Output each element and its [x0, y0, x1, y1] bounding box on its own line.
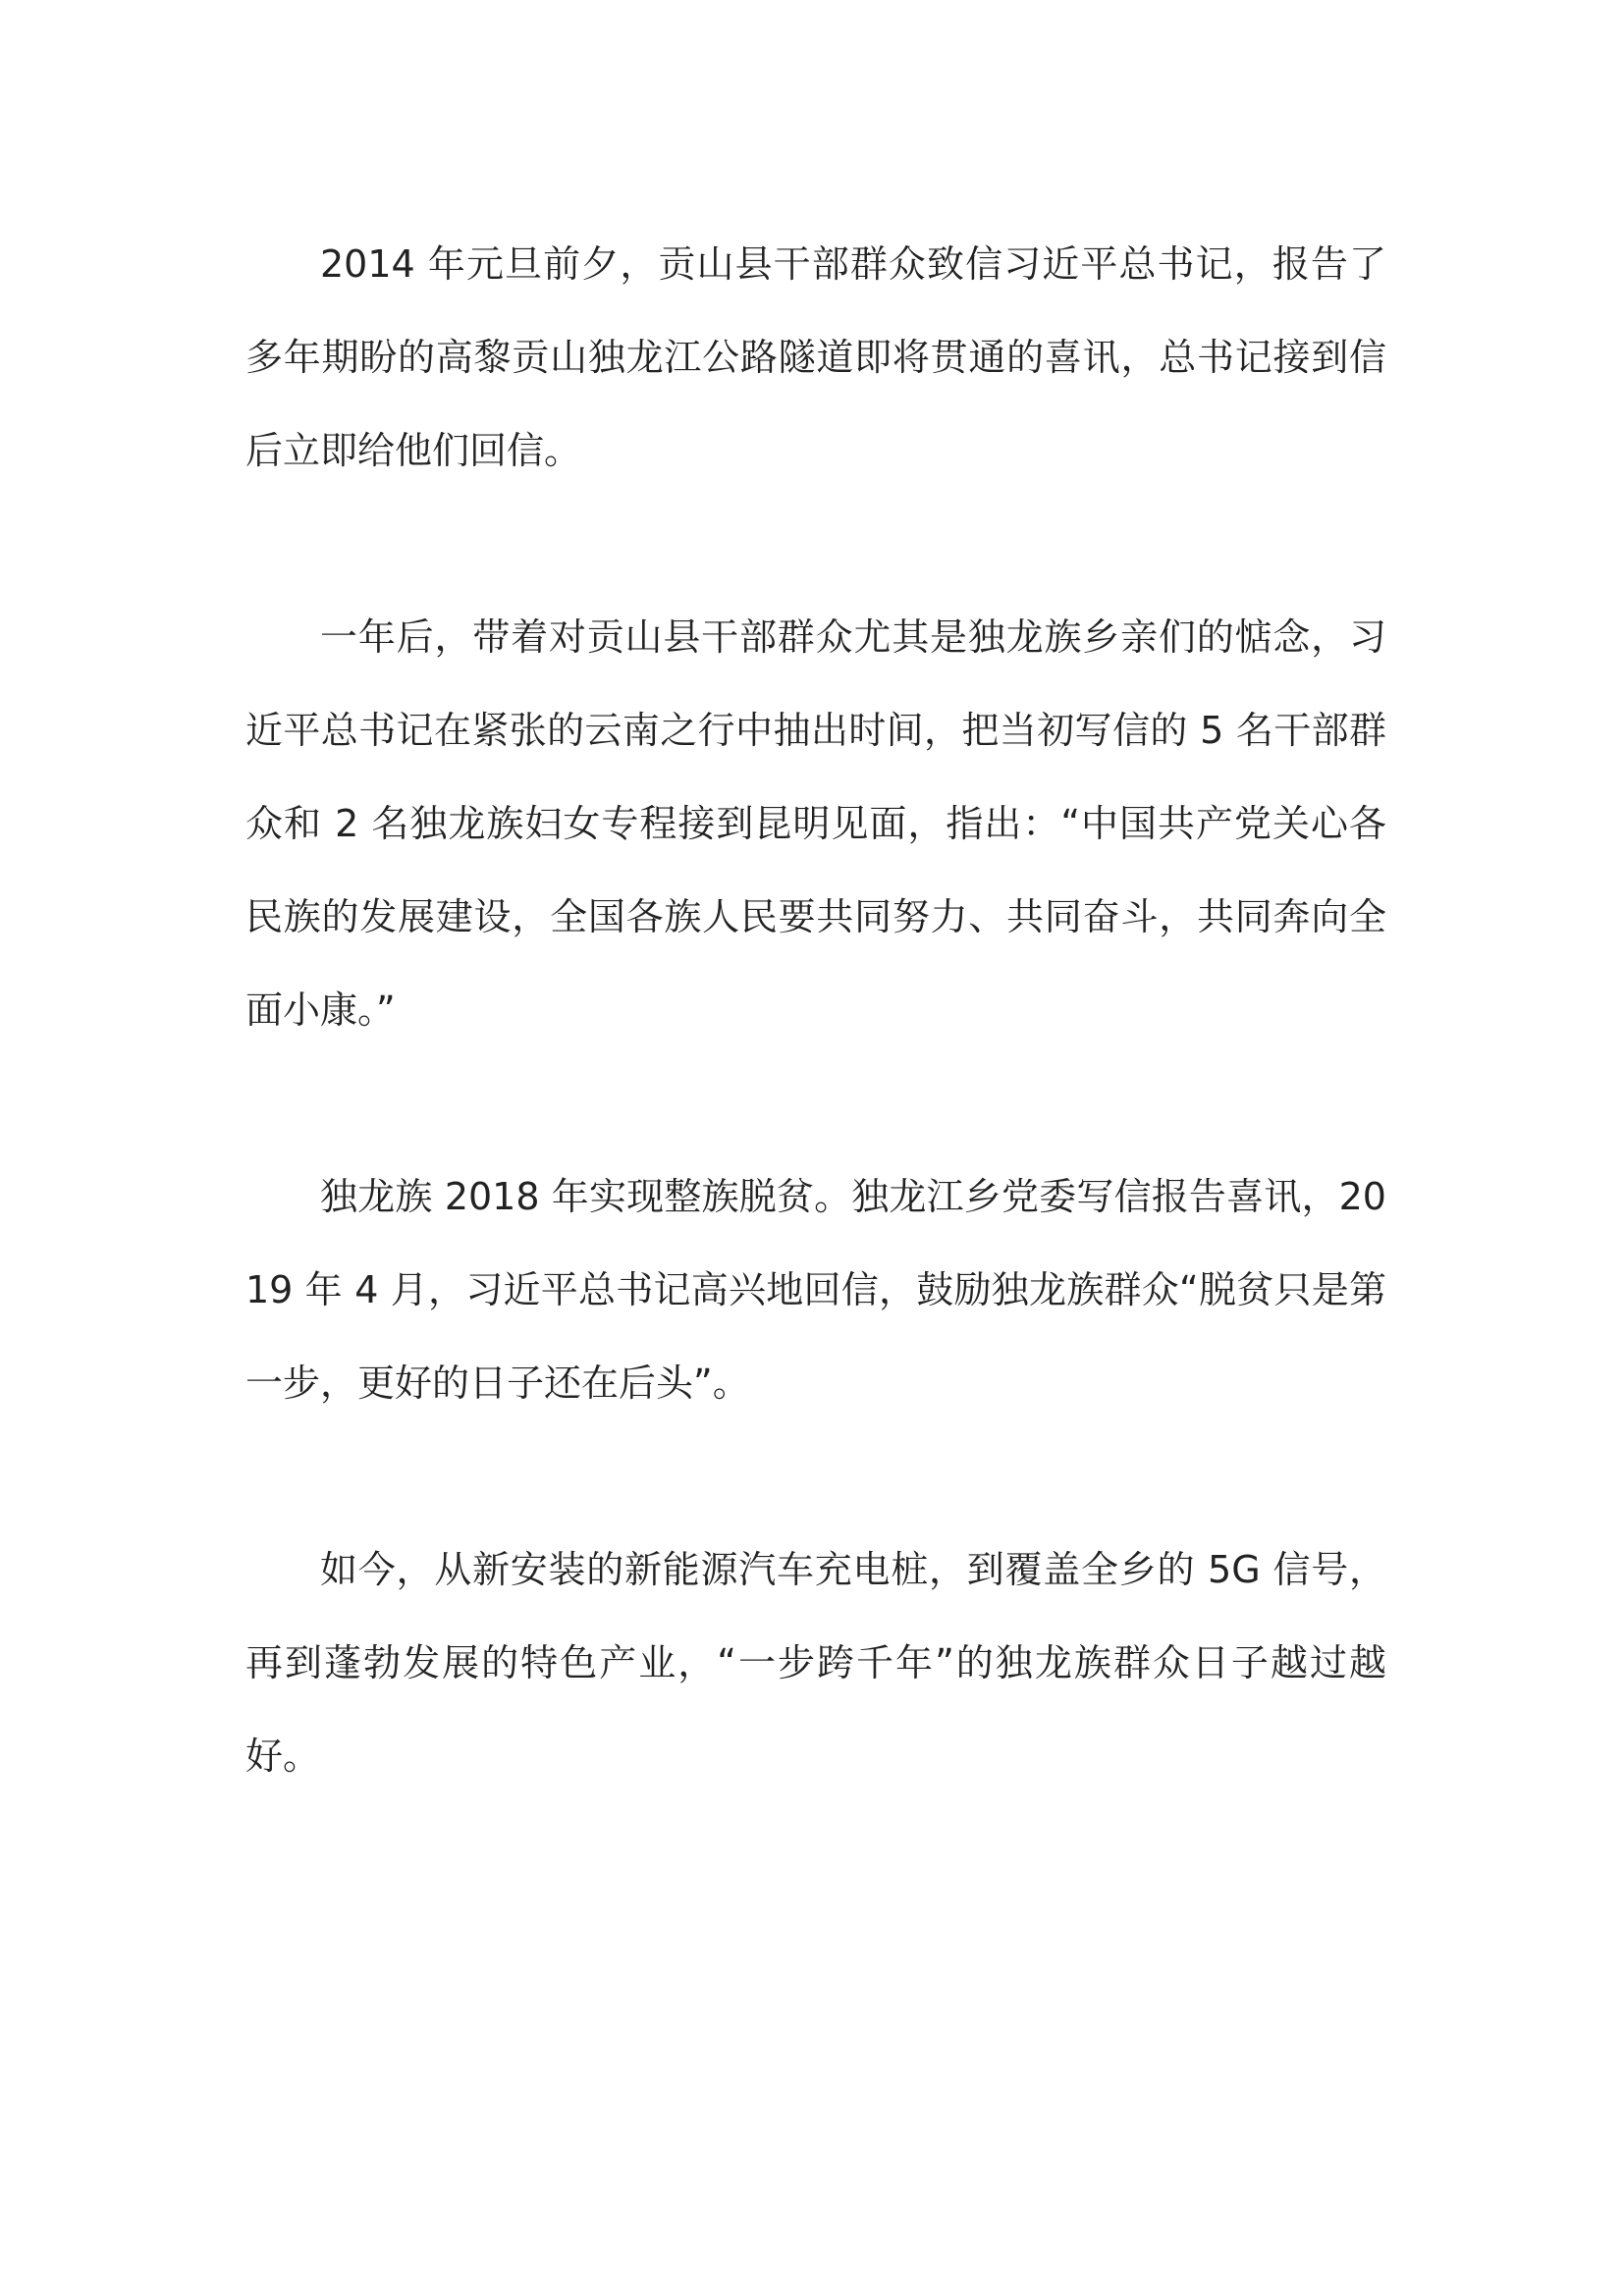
document-body — [245, 218, 1386, 1803]
paragraph-2: 一年后，带着对贡山县干部群众尤其是独龙族乡亲们的惦念，习近平总书记在紧张的云南之行中抽出时间，把当初写信的 5 名干部群众和 2 名独龙族妇女专程接到昆明见面，指出：“中国共产党关心各民族的发展建设，全国各族人民要共同努力、共同奋斗，共同奔向全面小康。” — [245, 615, 1386, 1032]
paragraph-gap — [245, 1430, 1386, 1523]
paragraph-4: 如今，从新安装的新能源汽车充电桩，到覆盖全乡的 5G 信号，再到蓬勃发展的特色产业，“一步跨千年”的独龙族群众日子越过越好。 — [245, 1548, 1386, 1778]
paragraph-gap — [245, 498, 1386, 591]
paragraph-3: 独龙族 2018 年实现整族脱贫。独龙江乡党委写信报告喜讯，2019 年 4 月，习近平总书记高兴地回信，鼓励独龙族群众“脱贫只是第一步，更好的日子还在后头”。 — [245, 1175, 1386, 1405]
paragraph-1: 2014 年元旦前夕，贡山县干部群众致信习近平总书记，报告了多年期盼的高黎贡山独龙江公路隧道即将贯通的喜讯，总书记接到信后立即给他们回信。 — [245, 242, 1386, 472]
paragraph-gap — [245, 1057, 1386, 1150]
